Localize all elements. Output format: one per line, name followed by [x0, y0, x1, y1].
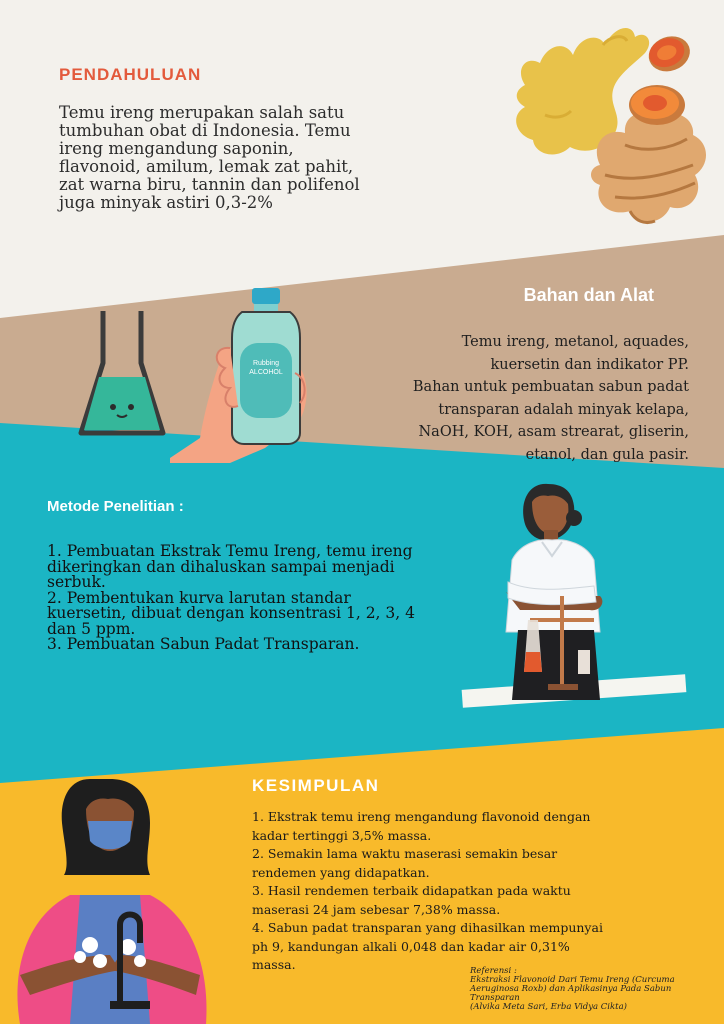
- kesimpulan-line: 1. Ekstrak temu ireng mengandung flavonoid dengan: [252, 809, 591, 824]
- kesimpulan-line: 3. Hasil rendemen terbaik didapatkan pada waktu: [252, 883, 571, 898]
- intro-line: Temu ireng merupakan salah satu: [59, 103, 345, 122]
- kesimpulan-line: kadar tertinggi 3,5% massa.: [252, 827, 432, 843]
- bahan-line: Temu ireng, metanol, aquades,: [461, 334, 689, 350]
- reference-block: [470, 967, 675, 1012]
- bahan-line: Bahan untuk pembuatan sabun padat: [412, 379, 689, 395]
- bahan-heading: Bahan dan Alat: [523, 285, 654, 305]
- woman-washing-hands-illustration: [0, 765, 230, 1024]
- metode-line: kuersetin, dibuat dengan konsentrasi 1, 2, 3, 4: [47, 604, 415, 622]
- ginger-rhizome-illustration: [505, 15, 715, 230]
- kesimpulan-line: 2. Semakin lama waktu maserasi semakin besar: [252, 846, 558, 861]
- reference-line: Transparan: [470, 993, 520, 1003]
- metode-line: 1. Pembuatan Ekstrak Temu Ireng, temu ireng: [47, 542, 413, 560]
- kesimpulan-heading: KESIMPULAN: [252, 776, 380, 795]
- erlenmeyer-flask-illustration: [75, 305, 175, 445]
- reference-line: Aeruginosa Roxb) dan Aplikasinya Pada Sabun: [470, 984, 672, 994]
- bottle-label-2: ALCOHOL: [249, 369, 283, 376]
- intro-heading: PENDAHULUAN: [59, 65, 202, 84]
- intro-line: zat warna biru, tannin dan polifenol: [59, 175, 360, 194]
- intro-line: tumbuhan obat di Indonesia. Temu: [59, 121, 351, 140]
- bahan-line: kuersetin dan indikator PP.: [490, 356, 689, 373]
- scientist-woman-with-balance-illustration: [460, 472, 690, 730]
- kesimpulan-line: 4. Sabun padat transparan yang dihasilkan mempunyai: [252, 920, 603, 935]
- kesimpulan-paragraph: [252, 808, 603, 975]
- kesimpulan-line: maserasi 24 jam sebesar 7,38% massa.: [252, 901, 501, 917]
- intro-line: flavonoid, amilum, lemak zat pahit,: [59, 157, 354, 176]
- hand-holding-alcohol-bottle-illustration: [170, 288, 320, 463]
- reference-line: Referensi :: [470, 966, 517, 976]
- kesimpulan-line: rendemen yang didapatkan.: [252, 864, 430, 880]
- intro-paragraph: [59, 104, 360, 212]
- reference-line: Ekstraksi Flavonoid Dari Temu Ireng (Curcuma: [470, 975, 675, 985]
- kesimpulan-line: massa.: [252, 957, 296, 972]
- intro-line: ireng mengandung saponin,: [59, 139, 294, 158]
- metode-line: 2. Pembentukan kurva larutan standar: [47, 588, 351, 607]
- bahan-line: transparan adalah minyak kelapa,: [438, 401, 689, 418]
- metode-line: serbuk.: [47, 573, 106, 591]
- intro-line: juga minyak astiri 0,3-2%: [59, 193, 273, 212]
- reference-line: (Alvika Meta Sari, Erba Vidya Cikta): [470, 1002, 627, 1012]
- bahan-line: NaOH, KOH, asam strearat, gliserin,: [418, 424, 689, 440]
- bahan-paragraph: [413, 331, 689, 466]
- metode-paragraph: [47, 544, 415, 653]
- bottle-label-1: Rubbing: [252, 360, 280, 367]
- metode-line: dan 5 ppm.: [47, 619, 136, 638]
- metode-line: 3. Pembuatan Sabun Padat Transparan.: [47, 635, 360, 653]
- metode-line: dikeringkan dan dihaluskan sampai menjadi: [47, 557, 395, 576]
- bahan-line: etanol, dan gula pasir.: [525, 446, 689, 463]
- metode-heading: Metode Penelitian :: [47, 498, 184, 515]
- kesimpulan-line: ph 9, kandungan alkali 0,048 dan kadar air 0,31%: [252, 938, 570, 954]
